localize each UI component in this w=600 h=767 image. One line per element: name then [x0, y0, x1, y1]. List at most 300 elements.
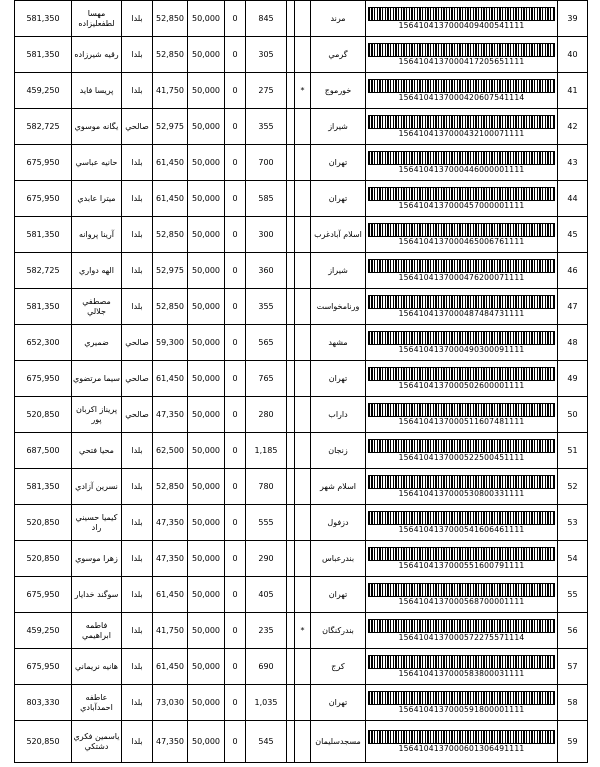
city-cell: زنجان [311, 433, 366, 469]
fee-cell: 50,000 [188, 577, 225, 613]
barcode-cell [366, 145, 558, 181]
row-index-cell: 49 [558, 361, 588, 397]
recipient-name-cell: ميترا عابدي [72, 181, 122, 217]
barcode-number: 1564104137000601306491111 [398, 744, 525, 754]
city-cell: تهران [311, 145, 366, 181]
recipient-name-cell: سوگند خدايار [72, 577, 122, 613]
fee-cell: 50,000 [188, 469, 225, 505]
recipient-name-cell: يگانه موسوي [72, 109, 122, 145]
empty-cell [287, 577, 295, 613]
city-cell: ورنامخواست [311, 289, 366, 325]
barcode-graphic [368, 7, 555, 21]
barcode-graphic [368, 439, 555, 453]
barcode-number: 1564104137000522500451111 [398, 453, 525, 463]
service-type-cell: بلدا [122, 721, 153, 763]
empty-cell [287, 73, 295, 109]
fee-cell: 50,000 [188, 37, 225, 73]
city-cell: كرج [311, 649, 366, 685]
barcode-graphic [368, 187, 555, 201]
service-type-cell: بلدا [122, 217, 153, 253]
zero-cell: 0 [225, 397, 246, 433]
service-type-cell: بلدا [122, 541, 153, 577]
barcode-graphic [368, 43, 555, 57]
barcode-number: 1564104137000487484731111 [398, 309, 525, 319]
empty-cell [287, 685, 295, 721]
barcode-cell [366, 649, 558, 685]
empty-cell [287, 289, 295, 325]
zero-cell: 0 [225, 721, 246, 763]
zero-cell: 0 [225, 181, 246, 217]
barcode-graphic [368, 511, 555, 525]
barcode-graphic [368, 331, 555, 345]
barcode-cell [366, 289, 558, 325]
barcode-graphic [368, 691, 555, 705]
table-row [15, 505, 588, 541]
barcode-cell [366, 613, 558, 649]
table-row [15, 541, 588, 577]
service-type-cell: بلدا [122, 613, 153, 649]
row-index-cell: 58 [558, 685, 588, 721]
table-row [15, 289, 588, 325]
zero-cell: 0 [225, 433, 246, 469]
city-cell: مرند [311, 1, 366, 37]
total-cell: 581,350 [15, 289, 72, 325]
barcode-number: 1564104137000476200071111 [398, 273, 525, 283]
barcode-cell [366, 721, 558, 763]
recipient-name-cell: ضميري [72, 325, 122, 361]
fee-cell: 50,000 [188, 613, 225, 649]
recipient-name-cell: سيما مرتضوي [72, 361, 122, 397]
empty-cell [287, 397, 295, 433]
fee-cell: 50,000 [188, 1, 225, 37]
star-cell [295, 361, 311, 397]
barcode-graphic [368, 295, 555, 309]
barcode-cell [366, 577, 558, 613]
table-row [15, 73, 588, 109]
star-cell [295, 577, 311, 613]
barcode-cell [366, 109, 558, 145]
barcode-number: 1564104137000432100071111 [398, 129, 525, 139]
barcode-number: 1564104137000502600001111 [398, 381, 525, 391]
empty-cell [287, 181, 295, 217]
weight-cell: 290 [246, 541, 287, 577]
recipient-name-cell: فاطمه ابراهيمي [72, 613, 122, 649]
amount-cell: 52,975 [153, 109, 188, 145]
empty-cell [287, 541, 295, 577]
zero-cell: 0 [225, 145, 246, 181]
amount-cell: 47,350 [153, 721, 188, 763]
barcode-number: 1564104137000420607541114 [398, 93, 525, 103]
service-type-cell: صالحي [122, 361, 153, 397]
total-cell: 459,250 [15, 73, 72, 109]
barcode-graphic [368, 151, 555, 165]
barcode-graphic [368, 655, 555, 669]
barcode-number: 1564104137000591800001111 [398, 705, 525, 715]
barcode-graphic [368, 79, 555, 93]
empty-cell [287, 361, 295, 397]
star-cell: * [295, 73, 311, 109]
recipient-name-cell: ياسمين فكري دشتكي [72, 721, 122, 763]
table-row [15, 685, 588, 721]
total-cell: 581,350 [15, 1, 72, 37]
barcode-cell [366, 541, 558, 577]
total-cell: 803,330 [15, 685, 72, 721]
weight-cell: 765 [246, 361, 287, 397]
city-cell: تهران [311, 361, 366, 397]
table-row [15, 577, 588, 613]
empty-cell [287, 469, 295, 505]
amount-cell: 61,450 [153, 181, 188, 217]
row-index-cell: 45 [558, 217, 588, 253]
recipient-name-cell: مهسا لطفعليزاده [72, 1, 122, 37]
table-row [15, 37, 588, 73]
empty-cell [287, 433, 295, 469]
total-cell: 675,950 [15, 577, 72, 613]
total-cell: 652,300 [15, 325, 72, 361]
row-index-cell: 52 [558, 469, 588, 505]
fee-cell: 50,000 [188, 217, 225, 253]
barcode-graphic [368, 475, 555, 489]
empty-cell [287, 613, 295, 649]
amount-cell: 47,350 [153, 541, 188, 577]
barcode-number: 1564104137000551600791111 [398, 561, 525, 571]
recipient-name-cell: هانيه نريماني [72, 649, 122, 685]
amount-cell: 61,450 [153, 577, 188, 613]
row-index-cell: 56 [558, 613, 588, 649]
weight-cell: 360 [246, 253, 287, 289]
barcode-graphic [368, 115, 555, 129]
weight-cell: 845 [246, 1, 287, 37]
fee-cell: 50,000 [188, 397, 225, 433]
row-index-cell: 51 [558, 433, 588, 469]
barcode-cell [366, 253, 558, 289]
service-type-cell: صالحي [122, 109, 153, 145]
fee-cell: 50,000 [188, 253, 225, 289]
amount-cell: 52,850 [153, 1, 188, 37]
amount-cell: 73,030 [153, 685, 188, 721]
service-type-cell: بلدا [122, 649, 153, 685]
barcode-cell [366, 37, 558, 73]
recipient-name-cell: كيميا حسيني راد [72, 505, 122, 541]
city-cell: مشهد [311, 325, 366, 361]
table-row [15, 217, 588, 253]
row-index-cell: 44 [558, 181, 588, 217]
amount-cell: 47,350 [153, 397, 188, 433]
row-index-cell: 39 [558, 1, 588, 37]
barcode-cell [366, 73, 558, 109]
row-index-cell: 57 [558, 649, 588, 685]
barcode-graphic [368, 583, 555, 597]
empty-cell [287, 505, 295, 541]
table-row [15, 433, 588, 469]
barcode-graphic [368, 547, 555, 561]
star-cell [295, 469, 311, 505]
amount-cell: 52,850 [153, 37, 188, 73]
amount-cell: 59,300 [153, 325, 188, 361]
empty-cell [287, 649, 295, 685]
zero-cell: 0 [225, 577, 246, 613]
amount-cell: 41,750 [153, 73, 188, 109]
barcode-number: 1564104137000572275571114 [398, 633, 525, 643]
zero-cell: 0 [225, 361, 246, 397]
city-cell: تهران [311, 577, 366, 613]
barcode-number: 1564104137000417205651111 [398, 57, 525, 67]
zero-cell: 0 [225, 109, 246, 145]
amount-cell: 52,975 [153, 253, 188, 289]
fee-cell: 50,000 [188, 361, 225, 397]
row-index-cell: 53 [558, 505, 588, 541]
barcode-cell [366, 469, 558, 505]
fee-cell: 50,000 [188, 541, 225, 577]
table-row [15, 1, 588, 37]
weight-cell: 300 [246, 217, 287, 253]
row-index-cell: 43 [558, 145, 588, 181]
star-cell: * [295, 613, 311, 649]
weight-cell: 700 [246, 145, 287, 181]
row-index-cell: 46 [558, 253, 588, 289]
weight-cell: 1,185 [246, 433, 287, 469]
barcode-graphic [368, 403, 555, 417]
recipient-name-cell: الهه دواري [72, 253, 122, 289]
table-row [15, 109, 588, 145]
recipient-name-cell: رقيه شيرزاده [72, 37, 122, 73]
barcode-cell [366, 217, 558, 253]
barcode-number: 1564104137000541606461111 [398, 525, 525, 535]
barcode-graphic [368, 619, 555, 633]
service-type-cell: بلدا [122, 289, 153, 325]
weight-cell: 565 [246, 325, 287, 361]
table-row [15, 649, 588, 685]
service-type-cell: بلدا [122, 181, 153, 217]
table-row [15, 253, 588, 289]
amount-cell: 47,350 [153, 505, 188, 541]
city-cell: تهران [311, 181, 366, 217]
total-cell: 675,950 [15, 181, 72, 217]
zero-cell: 0 [225, 325, 246, 361]
zero-cell: 0 [225, 649, 246, 685]
amount-cell: 52,850 [153, 217, 188, 253]
weight-cell: 275 [246, 73, 287, 109]
recipient-name-cell: نسرين آزادي [72, 469, 122, 505]
city-cell: اسلام شهر [311, 469, 366, 505]
weight-cell: 1,035 [246, 685, 287, 721]
zero-cell: 0 [225, 613, 246, 649]
barcode-cell [366, 1, 558, 37]
barcode-number: 1564104137000583800031111 [398, 669, 525, 679]
barcode-number: 1564104137000446000001111 [398, 165, 525, 175]
total-cell: 581,350 [15, 217, 72, 253]
recipient-name-cell: زهرا موسوي [72, 541, 122, 577]
city-cell: دزفول [311, 505, 366, 541]
table-row [15, 397, 588, 433]
table-row [15, 721, 588, 763]
zero-cell: 0 [225, 217, 246, 253]
total-cell: 520,850 [15, 505, 72, 541]
total-cell: 581,350 [15, 37, 72, 73]
total-cell: 520,850 [15, 397, 72, 433]
barcode-graphic [368, 259, 555, 273]
total-cell: 520,850 [15, 721, 72, 763]
recipient-name-cell: حانيه عباسي [72, 145, 122, 181]
service-type-cell: بلدا [122, 145, 153, 181]
table-row [15, 325, 588, 361]
service-type-cell: بلدا [122, 505, 153, 541]
star-cell [295, 721, 311, 763]
weight-cell: 405 [246, 577, 287, 613]
weight-cell: 780 [246, 469, 287, 505]
row-index-cell: 41 [558, 73, 588, 109]
city-cell: مسجدسليمان [311, 721, 366, 763]
empty-cell [287, 145, 295, 181]
star-cell [295, 325, 311, 361]
total-cell: 520,850 [15, 541, 72, 577]
empty-cell [287, 1, 295, 37]
table-row [15, 613, 588, 649]
barcode-number: 1564104137000409400541111 [398, 21, 525, 31]
amount-cell: 52,850 [153, 469, 188, 505]
service-type-cell: بلدا [122, 253, 153, 289]
barcode-cell [366, 433, 558, 469]
star-cell [295, 505, 311, 541]
star-cell [295, 649, 311, 685]
total-cell: 675,950 [15, 649, 72, 685]
star-cell [295, 217, 311, 253]
barcode-graphic [368, 223, 555, 237]
barcode-cell [366, 361, 558, 397]
amount-cell: 61,450 [153, 649, 188, 685]
shipment-table [14, 0, 588, 763]
row-index-cell: 59 [558, 721, 588, 763]
shipment-list-page [14, 0, 587, 763]
barcode-cell [366, 505, 558, 541]
total-cell: 675,950 [15, 145, 72, 181]
city-cell: تهران [311, 685, 366, 721]
zero-cell: 0 [225, 1, 246, 37]
city-cell: بندركنگان [311, 613, 366, 649]
row-index-cell: 42 [558, 109, 588, 145]
star-cell [295, 289, 311, 325]
zero-cell: 0 [225, 37, 246, 73]
weight-cell: 305 [246, 37, 287, 73]
barcode-cell [366, 325, 558, 361]
zero-cell: 0 [225, 289, 246, 325]
zero-cell: 0 [225, 541, 246, 577]
fee-cell: 50,000 [188, 433, 225, 469]
empty-cell [287, 217, 295, 253]
empty-cell [287, 325, 295, 361]
city-cell: داراب [311, 397, 366, 433]
zero-cell: 0 [225, 505, 246, 541]
weight-cell: 355 [246, 109, 287, 145]
service-type-cell: بلدا [122, 73, 153, 109]
barcode-graphic [368, 367, 555, 381]
zero-cell: 0 [225, 73, 246, 109]
star-cell [295, 253, 311, 289]
recipient-name-cell: مصطفي جلالي [72, 289, 122, 325]
city-cell: اسلام آبادغرب [311, 217, 366, 253]
service-type-cell: بلدا [122, 433, 153, 469]
star-cell [295, 109, 311, 145]
table-row [15, 145, 588, 181]
city-cell: شيراز [311, 253, 366, 289]
weight-cell: 235 [246, 613, 287, 649]
barcode-number: 1564104137000530800331111 [398, 489, 525, 499]
weight-cell: 555 [246, 505, 287, 541]
service-type-cell: بلدا [122, 469, 153, 505]
table-row [15, 361, 588, 397]
barcode-number: 1564104137000457000001111 [398, 201, 525, 211]
row-index-cell: 47 [558, 289, 588, 325]
city-cell: گرمي [311, 37, 366, 73]
row-index-cell: 55 [558, 577, 588, 613]
fee-cell: 50,000 [188, 649, 225, 685]
fee-cell: 50,000 [188, 181, 225, 217]
empty-cell [287, 253, 295, 289]
amount-cell: 61,450 [153, 145, 188, 181]
star-cell [295, 181, 311, 217]
fee-cell: 50,000 [188, 73, 225, 109]
recipient-name-cell: پريناز اكربان پور [72, 397, 122, 433]
zero-cell: 0 [225, 685, 246, 721]
zero-cell: 0 [225, 253, 246, 289]
empty-cell [287, 721, 295, 763]
amount-cell: 52,850 [153, 289, 188, 325]
zero-cell: 0 [225, 469, 246, 505]
star-cell [295, 37, 311, 73]
weight-cell: 585 [246, 181, 287, 217]
star-cell [295, 1, 311, 37]
row-index-cell: 40 [558, 37, 588, 73]
barcode-number: 1564104137000465006761111 [398, 237, 525, 247]
recipient-name-cell: پريسا فايد [72, 73, 122, 109]
table-body [15, 1, 588, 763]
row-index-cell: 48 [558, 325, 588, 361]
table-row [15, 181, 588, 217]
star-cell [295, 397, 311, 433]
row-index-cell: 54 [558, 541, 588, 577]
fee-cell: 50,000 [188, 109, 225, 145]
star-cell [295, 145, 311, 181]
recipient-name-cell: آرينا پروانه [72, 217, 122, 253]
total-cell: 687,500 [15, 433, 72, 469]
empty-cell [287, 37, 295, 73]
weight-cell: 280 [246, 397, 287, 433]
service-type-cell: صالحي [122, 397, 153, 433]
barcode-number: 1564104137000568700001111 [398, 597, 525, 607]
amount-cell: 62,500 [153, 433, 188, 469]
city-cell: خورموج [311, 73, 366, 109]
barcode-number: 1564104137000511607481111 [398, 417, 525, 427]
barcode-cell [366, 397, 558, 433]
recipient-name-cell: محيا فتحي [72, 433, 122, 469]
weight-cell: 355 [246, 289, 287, 325]
amount-cell: 61,450 [153, 361, 188, 397]
total-cell: 582,725 [15, 109, 72, 145]
fee-cell: 50,000 [188, 145, 225, 181]
fee-cell: 50,000 [188, 325, 225, 361]
row-index-cell: 50 [558, 397, 588, 433]
barcode-number: 1564104137000490300091111 [398, 345, 525, 355]
star-cell [295, 685, 311, 721]
service-type-cell: بلدا [122, 37, 153, 73]
total-cell: 675,950 [15, 361, 72, 397]
total-cell: 582,725 [15, 253, 72, 289]
recipient-name-cell: عاطفه احمدآبادي [72, 685, 122, 721]
service-type-cell: بلدا [122, 685, 153, 721]
barcode-cell [366, 685, 558, 721]
service-type-cell: بلدا [122, 577, 153, 613]
service-type-cell: صالحي [122, 325, 153, 361]
